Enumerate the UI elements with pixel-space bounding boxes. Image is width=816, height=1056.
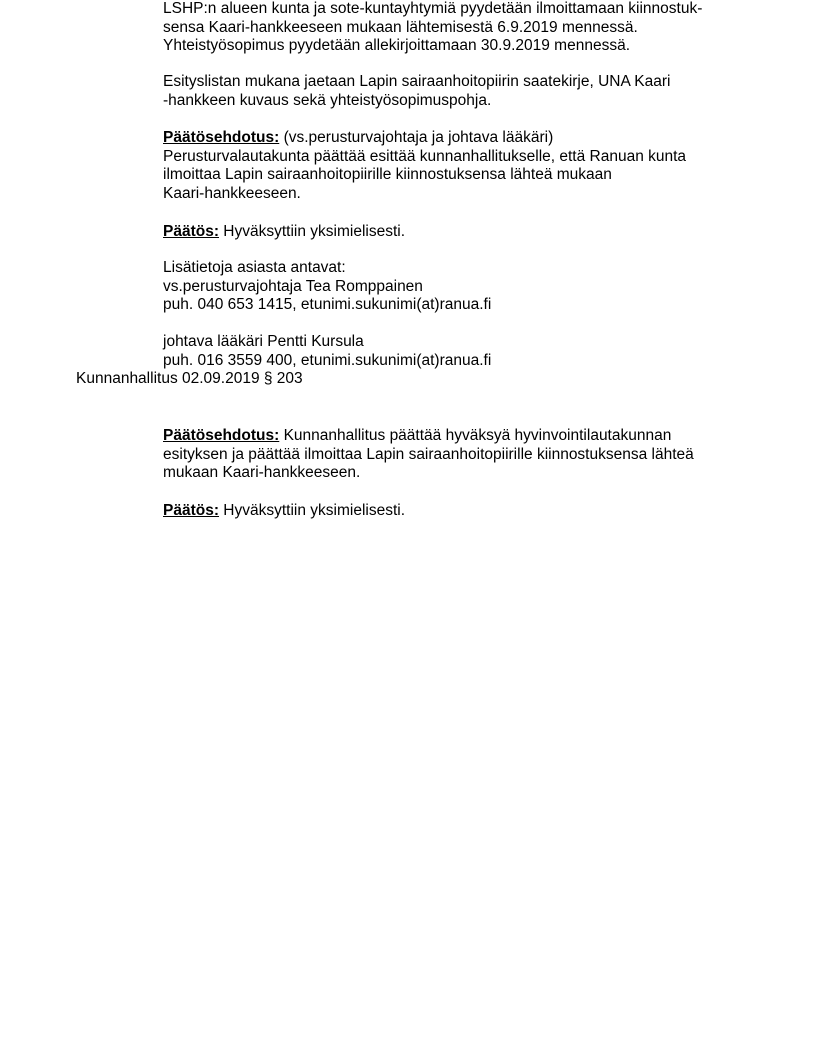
proposal-first-line [163, 427, 733, 446]
attachments-paragraph [163, 73, 733, 110]
decision-paragraph-2 [163, 502, 733, 521]
decision-paragraph-1 [163, 223, 733, 242]
contacts-line: johtava lääkäri Pentti Kursula [163, 333, 364, 350]
decision-line [163, 502, 733, 521]
intro-line: LSHP:n alueen kunta ja sote-kuntayhtymiä pyydetään ilmoittamaan kiinnostuk- [163, 0, 703, 17]
proposal-first-line [163, 129, 733, 148]
decision-text: Hyväksyttiin yksimielisesti. [219, 223, 406, 240]
proposal-line: Kaari-hankkeeseen. [163, 184, 301, 202]
contacts-line: puh. 016 3559 400, etunimi.sukunimi(at)ranua.fi [163, 351, 492, 369]
contacts-line: vs.perusturvajohtaja Tea Romppainen [163, 277, 423, 295]
proposal-paragraph-2 [163, 427, 733, 483]
decision-line [163, 223, 733, 242]
proposal-label: Päätösehdotus: [163, 129, 280, 146]
section-heading: Kunnanhallitus 02.09.2019 § 203 [76, 370, 303, 387]
decision-label: Päätös: [163, 502, 219, 519]
proposal-line: ilmoittaa Lapin sairaanhoitopiirille kiinnostuksensa lähteä mukaan [163, 166, 612, 184]
intro-line: Yhteistyösopimus pyydetään allekirjoittamaan 30.9.2019 mennessä. [163, 37, 630, 55]
intro-paragraph [163, 0, 733, 56]
proposal-authors: (vs.perusturvajohtaja ja johtava lääkäri) [279, 129, 554, 146]
intro-line: sensa Kaari-hankkeeseen mukaan lähtemisestä 6.9.2019 mennessä. [163, 18, 638, 36]
proposal-line: esityksen ja päättää ilmoittaa Lapin sairaanhoitopiirille kiinnostuksensa lähteä [163, 445, 694, 463]
decision-text: Hyväksyttiin yksimielisesti. [219, 502, 406, 519]
proposal-line: mukaan Kaari-hankkeeseen. [163, 464, 361, 482]
contacts-paragraph [163, 259, 733, 315]
proposal-label: Päätösehdotus: [163, 427, 280, 444]
attachments-line: -hankkeen kuvaus sekä yhteistyösopimuspohja. [163, 91, 492, 109]
contacts-line: Lisätietoja asiasta antavat: [163, 259, 346, 276]
contacts-line: puh. 040 653 1415, etunimi.sukunimi(at)ranua.fi [163, 296, 492, 314]
proposal-line: Perusturvalautakunta päättää esittää kunnanhallitukselle, että Ranuan kunta [163, 147, 687, 165]
decision-label: Päätös: [163, 223, 219, 240]
contacts-paragraph-2 [163, 333, 733, 370]
attachments-line: Esityslistan mukana jaetaan Lapin sairaanhoitopiirin saatekirje, UNA Kaari [163, 73, 671, 90]
proposal-paragraph-1 [163, 129, 733, 203]
proposal-text: Kunnanhallitus päättää hyväksyä hyvinvointilautakunnan [279, 427, 672, 444]
